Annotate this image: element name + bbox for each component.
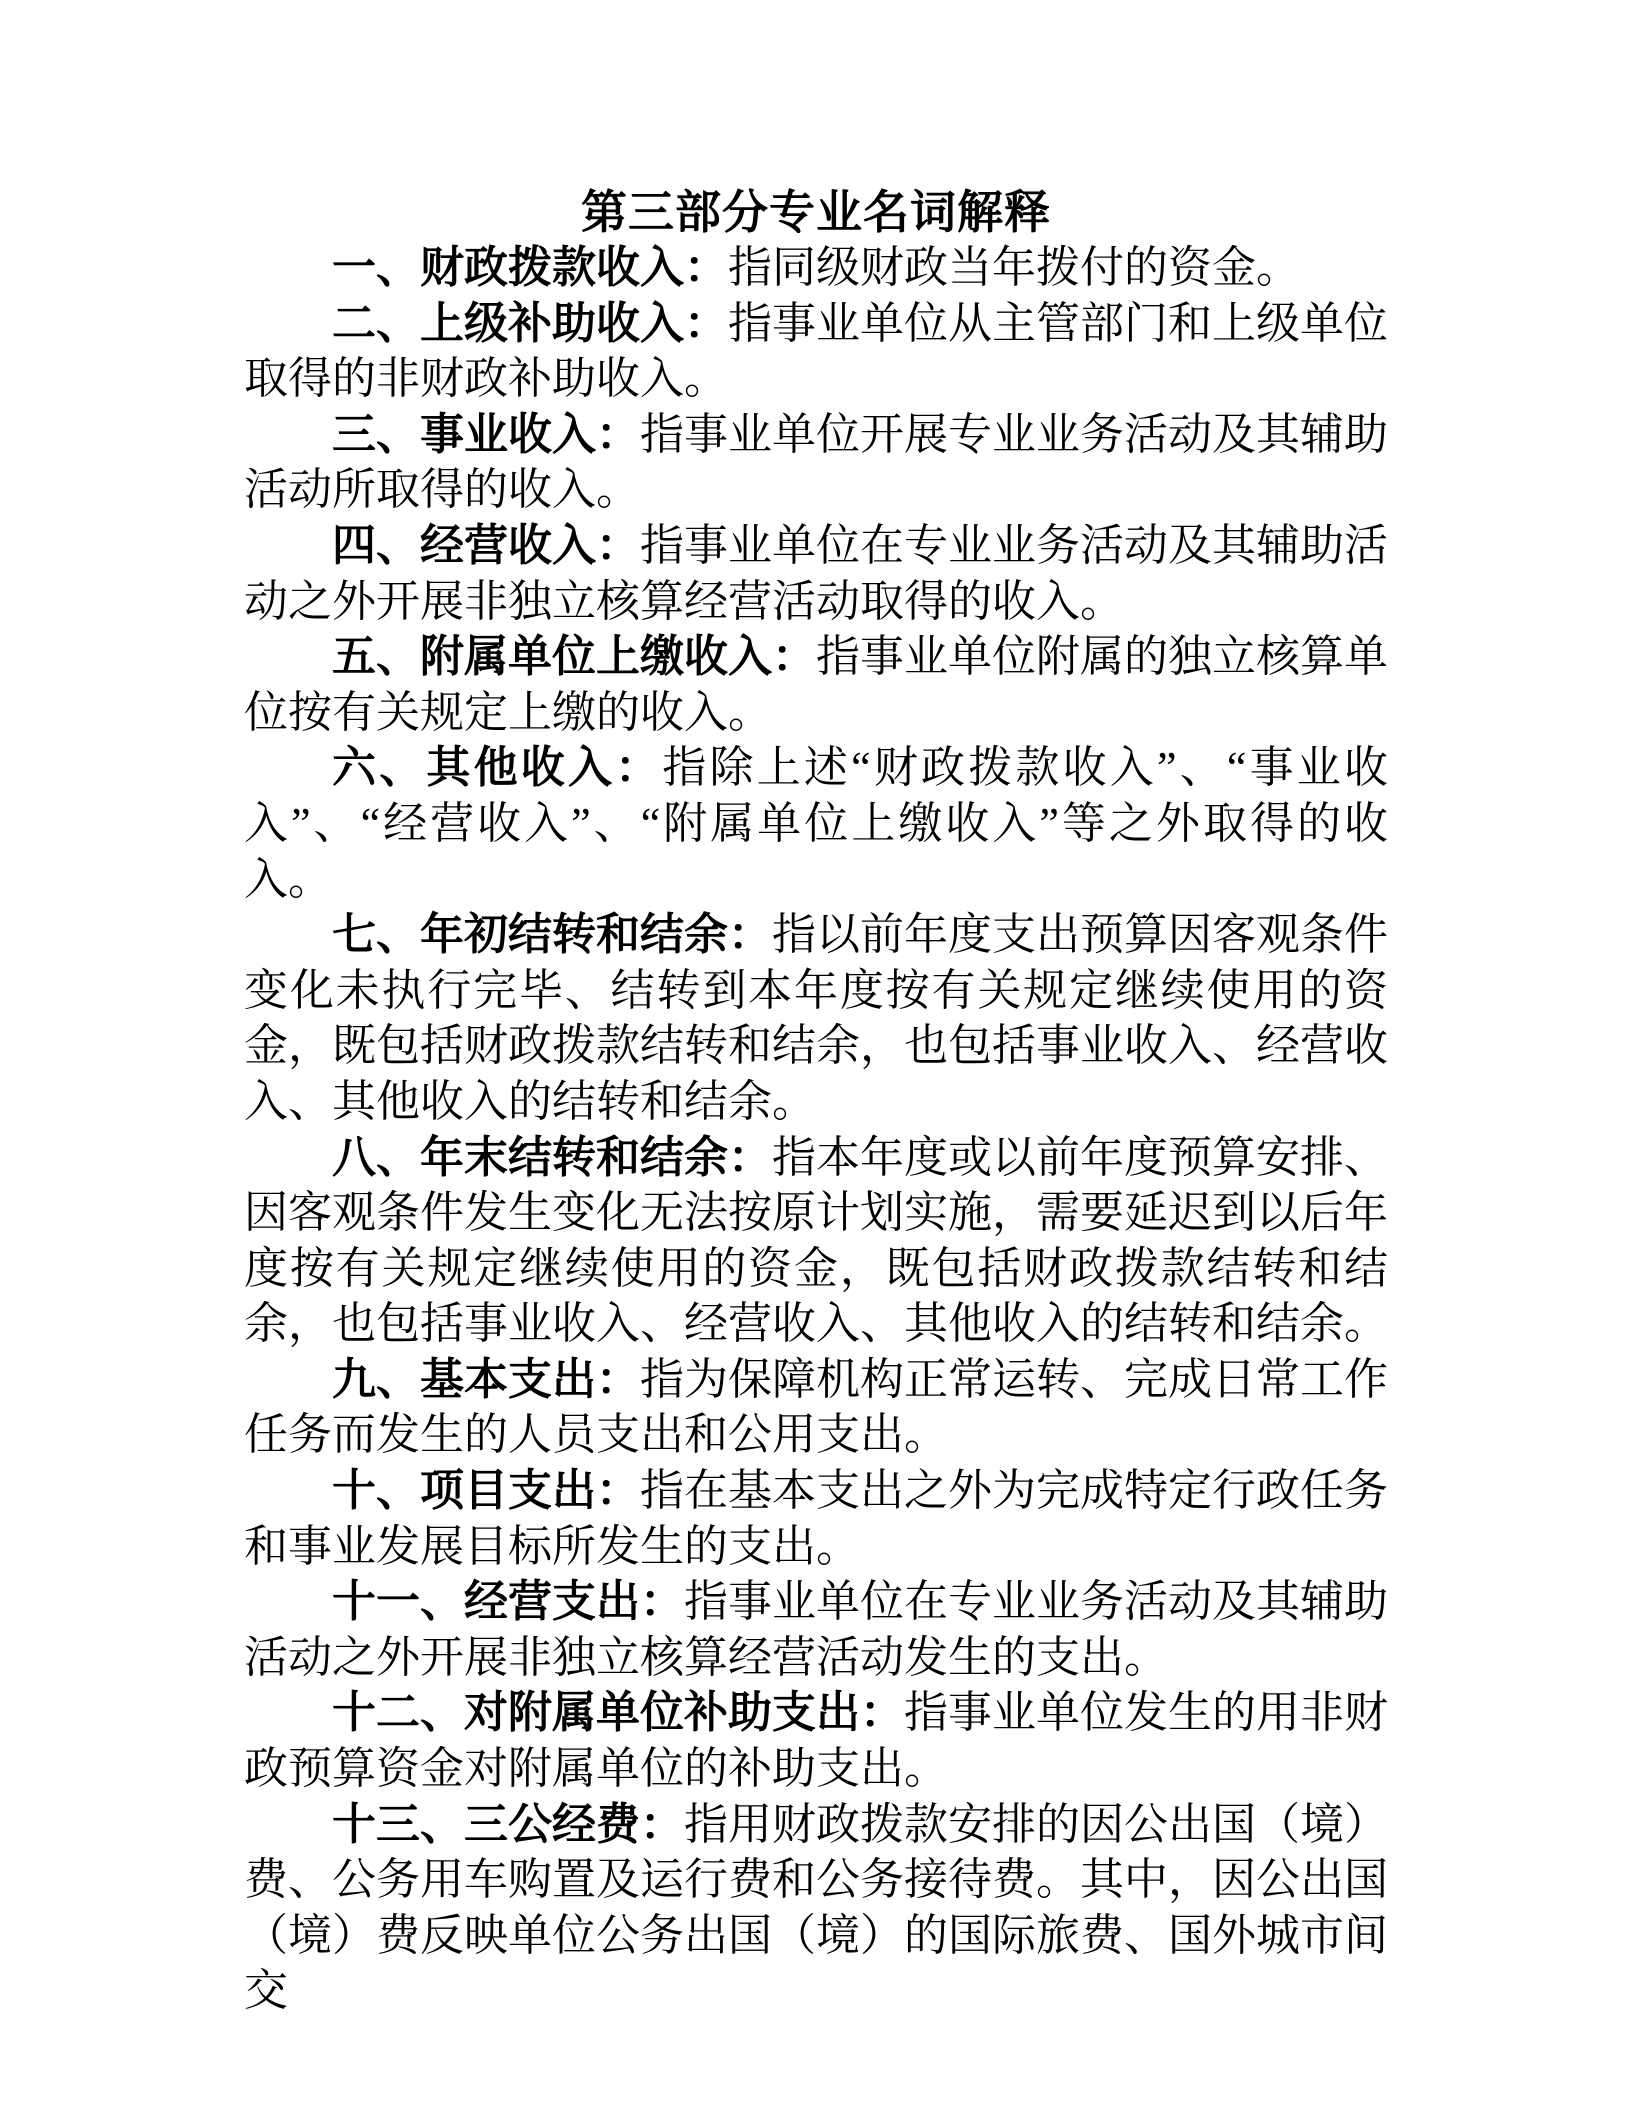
term-definition-12: 指事业单位发生的用非财政预算资金对附属单位的补助支出。 <box>244 1688 1388 1794</box>
term-definition-8: 指本年度或以前年度预算安排、因客观条件发生变化无法按原计划实施，需要延迟到以后年度按有关规定继续使用的资金，既包括财政拨款结转和结余，也包括事业收入、经营收入、其他收入的结转和结余。 <box>244 1132 1388 1349</box>
term-label-12: 十二、对附属单位补助支出： <box>332 1688 904 1738</box>
term-definition-1: 指同级财政当年拨付的资金。 <box>728 243 1300 292</box>
term-definition-9: 指为保障机构正常运转、完成日常工作任务而发生的人员支出和公用支出。 <box>244 1354 1388 1460</box>
glossary-entry-3 <box>244 407 1388 518</box>
term-definition-11: 指事业单位在专业业务活动及其辅助活动之外开展非独立核算经营活动发生的支出。 <box>244 1577 1388 1682</box>
glossary-entry-2 <box>244 296 1388 407</box>
term-definition-7: 指以前年度支出预算因客观条件变化未执行完毕、结转到本年度按有关规定继续使用的资金，既包括财政拨款结转和结余，也包括事业收入、经营收入、其他收入的结转和结余。 <box>244 910 1388 1126</box>
section-title: 第三部分专业名词解释 <box>581 186 1051 238</box>
term-label-8: 八、年末结转和结余： <box>332 1132 772 1182</box>
term-definition-4: 指事业单位在专业业务活动及其辅助活动之外开展非独立核算经营活动取得的收入。 <box>244 520 1388 626</box>
glossary-entry-9 <box>244 1352 1388 1463</box>
term-label-4: 四、经营收入： <box>332 520 640 570</box>
term-label-7: 七、年初结转和结余： <box>332 910 772 960</box>
glossary-entry-10 <box>244 1463 1388 1574</box>
term-definition-3: 指事业单位开展专业业务活动及其辅助活动所取得的收入。 <box>244 409 1388 515</box>
term-definition-13: 指用财政拨款安排的因公出国（境）费、公务用车购置及运行费和公务接待费。其中，因公出国（境）费反映单位公务出国（境）的国际旅费、国外城市间交 <box>244 1799 1388 2016</box>
term-label-10: 十、项目支出： <box>332 1466 640 1516</box>
term-definition-10: 指在基本支出之外为完成特定行政任务和事业发展目标所发生的支出。 <box>244 1466 1388 1571</box>
term-definition-2: 指事业单位从主管部门和上级单位取得的非财政补助收入。 <box>244 298 1388 404</box>
term-label-11: 十一、经营支出： <box>332 1577 684 1627</box>
glossary-entry-6 <box>244 740 1388 907</box>
term-definition-5: 指事业单位附属的独立核算单位按有关规定上缴的收入。 <box>244 632 1388 737</box>
term-definition-6: 指除上述“财政拨款收入”、“事业收入”、“经营收入”、“附属单位上缴收入”等之外取得的收入。 <box>244 743 1388 904</box>
term-label-1: 一、财政拨款收入： <box>332 243 728 292</box>
term-label-6: 六、其他收入： <box>332 743 663 793</box>
term-label-9: 九、基本支出： <box>332 1354 640 1404</box>
glossary-entry-5 <box>244 629 1388 740</box>
glossary-entry-13 <box>244 1797 1388 2019</box>
term-label-13: 十三、三公经费： <box>332 1799 684 1849</box>
document-page <box>244 184 1388 2019</box>
glossary-entry-4 <box>244 518 1388 629</box>
glossary-entry-11 <box>244 1574 1388 1685</box>
term-label-5: 五、附属单位上缴收入： <box>332 632 816 682</box>
term-label-3: 三、事业收入： <box>332 409 640 459</box>
glossary-entry-8 <box>244 1130 1388 1352</box>
glossary-entry-1 <box>244 240 1388 296</box>
glossary-entry-7 <box>244 907 1388 1129</box>
term-label-2: 二、上级补助收入： <box>332 298 728 348</box>
glossary-entry-12 <box>244 1685 1388 1796</box>
